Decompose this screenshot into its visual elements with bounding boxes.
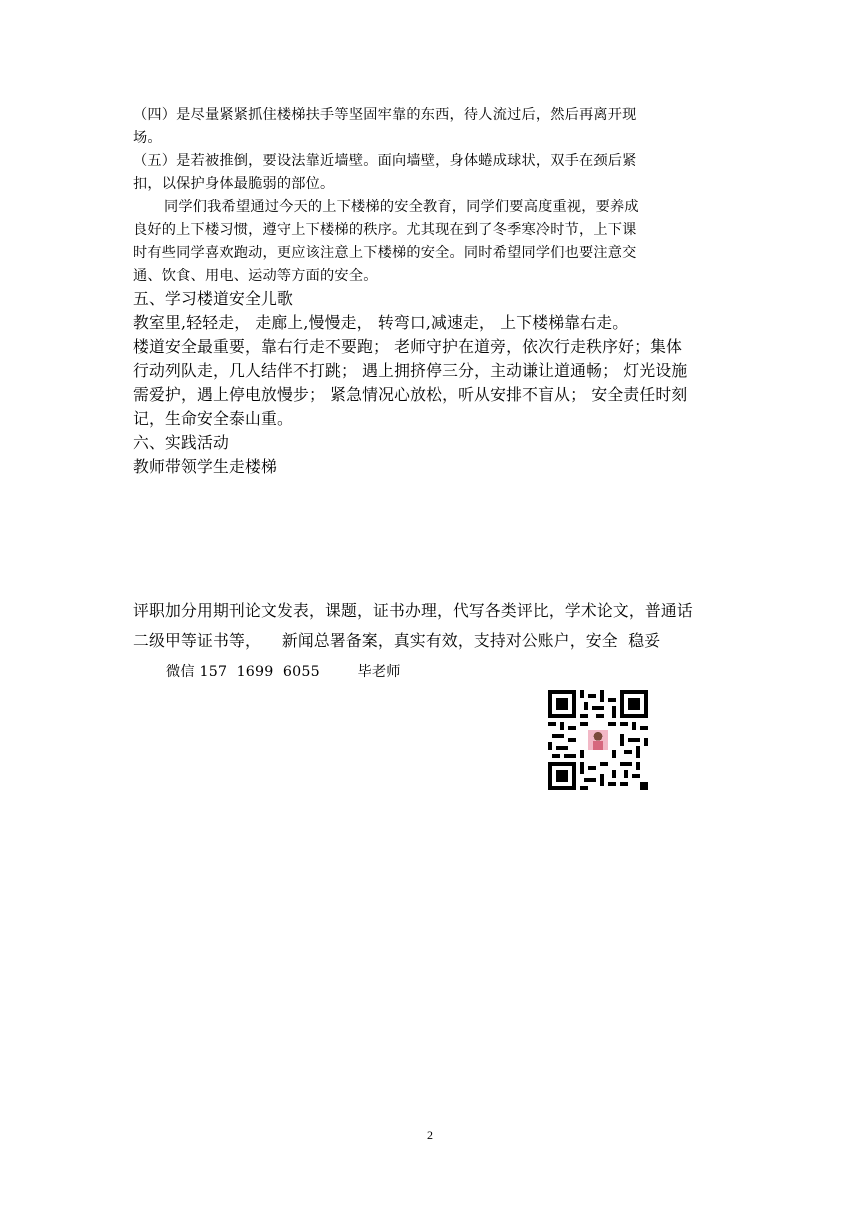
- ad-line: 评职加分用期刊论文发表，课题，证书办理，代写各类评比，学术论文，普通话: [133, 601, 693, 620]
- page-number: 2: [427, 1128, 433, 1142]
- section-heading-6: 六、实践活动: [133, 433, 229, 452]
- section-heading-5: 五、学习楼道安全儿歌: [133, 289, 293, 308]
- ad-line: 二级甲等证书等， 新闻总署备案，真实有效，支持对公账户，安全 稳妥: [133, 631, 661, 650]
- paragraph-line: 良好的上下楼习惯，遵守上下楼梯的秩序。尤其现在到了冬季寒冷时节，上下课: [133, 222, 637, 238]
- paragraph-line: 时有些同学喜欢跑动，更应该注意上下楼梯的安全。同时希望同学们也要注意交: [133, 245, 637, 261]
- paragraph-line-indented: 同学们我希望通过今天的上下楼梯的安全教育，同学们要高度重视，要养成: [164, 199, 639, 215]
- ad-contact: 微信 157 1699 6055 毕老师: [166, 664, 401, 680]
- paragraph-line: （四）是尽量紧紧抓住楼梯扶手等坚固牢靠的东西，待人流过后，然后再离开现: [133, 107, 637, 123]
- rhyme-line: 记，生命安全泰山重。: [133, 409, 293, 428]
- paragraph-line: 扣，以保护身体最脆弱的部位。: [133, 176, 335, 192]
- rhyme-line: 楼道安全最重要，靠右行走不要跑； 老师守护在道旁，依次行走秩序好；集体: [133, 337, 683, 356]
- qr-code-image: [548, 690, 648, 790]
- rhyme-line: 行动列队走，几人结伴不打跳； 遇上拥挤停三分，主动谦让道通畅； 灯光设施: [133, 361, 688, 380]
- paragraph-line: 场。: [133, 130, 162, 146]
- paragraph-line: 通、饮食、用电、运动等方面的安全。: [133, 268, 378, 284]
- activity-line: 教师带领学生走楼梯: [133, 457, 277, 476]
- rhyme-line: 教室里,轻轻走， 走廊上,慢慢走， 转弯口,减速走， 上下楼梯靠右走。: [133, 313, 629, 332]
- paragraph-line: （五）是若被推倒，要设法靠近墙壁。面向墙壁，身体蜷成球状，双手在颈后紧: [133, 153, 637, 169]
- rhyme-line: 需爱护，遇上停电放慢步； 紧急情况心放松，听从安排不盲从； 安全责任时刻: [133, 385, 688, 404]
